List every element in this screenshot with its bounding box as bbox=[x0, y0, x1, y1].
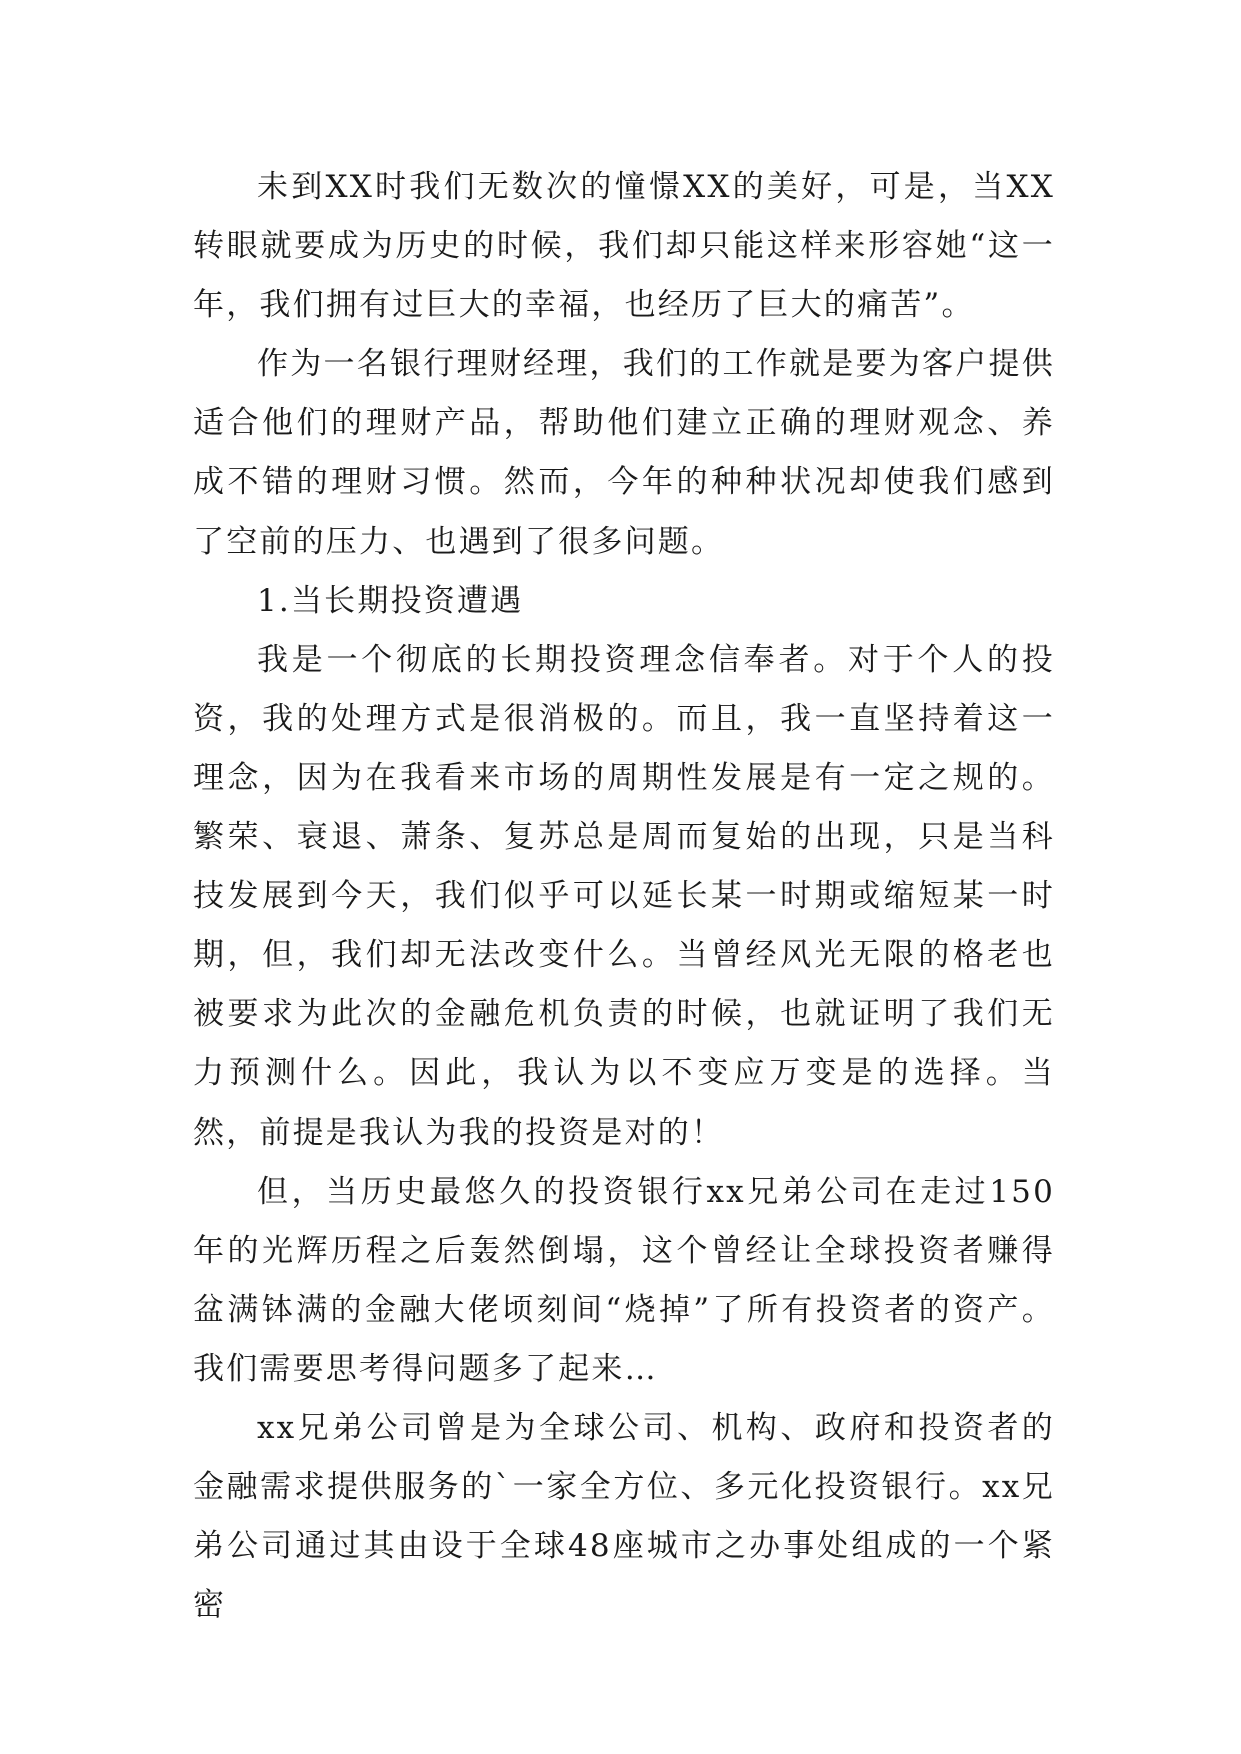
document-page bbox=[193, 158, 1055, 1635]
paragraph-investment-philosophy: 我是一个彻底的长期投资理念信奉者。对于个人的投资，我的处理方式是很消极的。而且，我一直坚持着这一理念，因为在我看来市场的周期性发展是有一定之规的。繁荣、衰退、萧条、复苏总是周而复始的出现，只是当科技发展到今天，我们似乎可以延长某一时期或缩短某一时期，但，我们却无法改变什么。当曾经风光无限的格老也被要求为此次的金融危机负责的时候，也就证明了我们无力预测什么。因此，我认为以不变应万变是的选择。当然，前提是我认为我的投资是对的！ bbox=[193, 641, 1055, 1151]
paragraph-intro: 未到XX时我们无数次的憧憬XX的美好，可是，当XX转眼就要成为历史的时候，我们却只能这样来形容她“这一年，我们拥有过巨大的幸福，也经历了巨大的痛苦”。 bbox=[193, 169, 1055, 324]
paragraph-bank-collapse: 但，当历史最悠久的投资银行xx兄弟公司在走过150年的光辉历程之后轰然倒塌，这个曾经让全球投资者赚得盆满钵满的金融大佬顷刻间“烧掉”了所有投资者的资产。我们需要思考得问题多了起来… bbox=[193, 1173, 1055, 1387]
section-heading: 1.当长期投资遭遇 bbox=[257, 582, 524, 619]
paragraph-company-profile: xx兄弟公司曾是为全球公司、机构、政府和投资者的金融需求提供服务的`一家全方位、多元化投资银行。xx兄弟公司通过其由设于全球48座城市之办事处组成的一个紧密 bbox=[193, 1409, 1055, 1624]
paragraph-role: 作为一名银行理财经理，我们的工作就是要为客户提供适合他们的理财产品，帮助他们建立正确的理财观念、养成不错的理财习惯。然而，今年的种种状况却使我们感到了空前的压力、也遇到了很多问题。 bbox=[193, 346, 1055, 560]
